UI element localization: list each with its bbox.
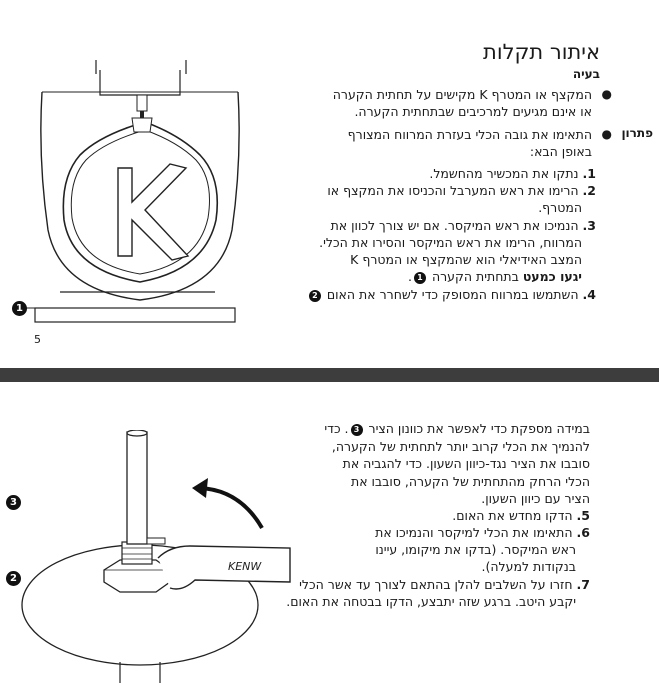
page-title: איתור תקלות	[483, 40, 600, 64]
solution-label: פתרון	[621, 126, 653, 140]
step-line: הציר עם כיוון השעון.	[481, 491, 590, 506]
problem-bullet	[250, 86, 610, 120]
problem-line: המקצף או המטרף K מקישים על תחתית הקערה	[332, 87, 592, 102]
callout-3: 3	[6, 495, 21, 510]
callout-2: 2	[6, 571, 21, 586]
step-line: 4. השתמשו במרווח המסופק כדי לשחרר את האום 2	[250, 286, 596, 303]
bullet-icon: ●	[601, 87, 612, 101]
problem-heading: בעיה	[572, 67, 600, 81]
step-line: המרווח, הרימו את ראש המיקסר והסירו את הכלי.	[319, 235, 582, 250]
step-line: במידה מספקת כדי לאפשר את כוונון הציר 3. כדי	[324, 421, 590, 436]
step-line: 2. הרימו את ראש המערבל והכניסו את המקצף או	[327, 183, 596, 198]
step-line: 1. נתקו את המכשיר מהחשמל.	[429, 166, 596, 181]
step-line: 7. חזרו על השלבים להלן בהתאם לצורך עד אשר הכלי	[299, 577, 590, 592]
bowl-k-beater-illustration	[0, 60, 250, 325]
section-divider-band	[0, 368, 659, 382]
solution-line: התאימו את גובה הכלי בעזרת המרווח המצורף	[347, 127, 592, 142]
callout-badge: 1	[414, 272, 426, 284]
step-line: 5. הדקו מחדש את האום.	[452, 508, 590, 523]
solution-bullet	[250, 126, 610, 160]
step-line: 3. הנמיכו את ראש המיקסר. אם יש צורך לכוון את	[330, 218, 596, 233]
callout-1: 1	[12, 301, 27, 316]
step-line: יגעו כמעט בתחתית הקערה 1.	[407, 269, 582, 284]
callout-badge: 2	[309, 290, 321, 302]
step-line: יקבע היטב. ברגע שזה יתבצע, הדקו בבטחה את האום.	[286, 594, 576, 609]
bullet-icon: ●	[601, 127, 612, 141]
step-line: המטרף.	[538, 200, 582, 215]
solution-line: באופן הבא:	[529, 144, 592, 159]
problem-line: או אינם מגיעים למרכיבים שבתחתית הקערה.	[354, 104, 592, 119]
step-line: הכלי הרחק מהתחתית של הקערה, סובבו את	[350, 474, 590, 489]
step-line: סובבו את הציר נגד-כיוון השעון. כדי להגביה את	[342, 456, 590, 471]
callout-badge: 3	[351, 424, 363, 436]
step-line: להנמיך את הכלי קרוב יותר לתחתית של הקערה,	[331, 439, 590, 454]
wrench-brand-text: KENW	[228, 560, 262, 573]
step-line: 6. התאימו את הכלי למיקסר והנמיכו את	[375, 525, 590, 540]
step-line: ראש המיקסר. (בדקו את מיקומו, עיינו	[375, 542, 576, 557]
step-line: המצב האידיאלי הוא שהמקצף או המטרף K	[350, 252, 582, 267]
page-number: 5	[34, 333, 41, 346]
step-line: בנקודות למעלה).	[481, 559, 576, 574]
